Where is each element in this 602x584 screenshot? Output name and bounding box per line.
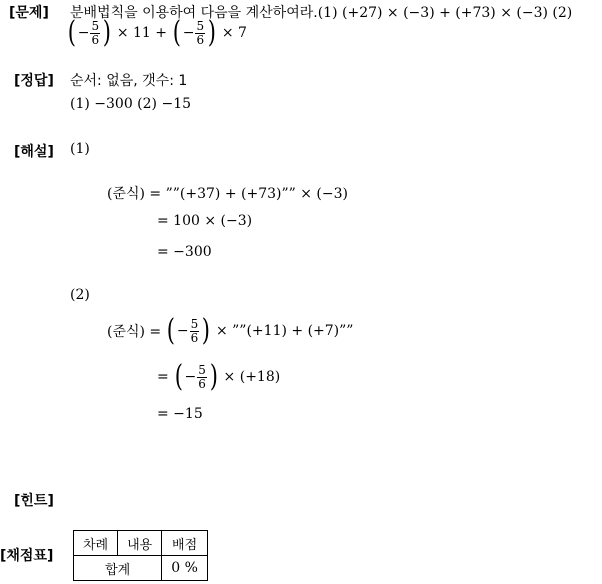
explanation-part-2-line-2 <box>157 359 281 394</box>
score-total-label: 합계 <box>74 556 162 581</box>
explanation-part-1-line-1: (준식) = ””(+37) + (+73)”” × (−3) <box>107 186 348 202</box>
right-paren: ) <box>102 15 112 50</box>
minus-sign: − <box>77 25 90 41</box>
answer-line-2: (1) −300 (2) −15 <box>70 96 192 112</box>
times-seven: × 7 <box>221 25 247 41</box>
fraction <box>90 20 100 47</box>
problem-label: [문제] <box>9 5 49 21</box>
problem-expr-1: (1) (+27) × (−3) + (+73) × (−3) (2) <box>317 5 573 21</box>
score-header-content: 내용 <box>118 531 162 556</box>
fraction-numerator: 5 <box>91 18 100 33</box>
minus-sign: − <box>182 25 195 41</box>
right-paren: ) <box>207 15 217 50</box>
left-paren: ( <box>174 359 183 394</box>
table-row <box>74 556 208 581</box>
problem-line-2 <box>66 15 247 50</box>
explanation-suffix: × ””(+11) + (+7)”” <box>215 323 354 339</box>
explanation-part-1-line-3: = −300 <box>157 244 212 260</box>
minus-sign: − <box>176 323 189 339</box>
explanation-prefix: (준식) = <box>107 324 162 340</box>
score-table <box>73 530 208 581</box>
minus-sign: − <box>184 369 197 385</box>
fraction-denominator: 6 <box>196 32 205 47</box>
fraction-denominator: 6 <box>198 376 206 391</box>
explanation-part-2-label: (2) <box>70 287 90 303</box>
explanation-part-1-label: (1) <box>70 141 90 157</box>
fraction-denominator: 6 <box>91 32 100 47</box>
explanation-part-1-line-2: = 100 × (−3) <box>157 213 253 229</box>
fraction-denominator: 6 <box>190 330 199 345</box>
right-paren: ) <box>202 313 211 348</box>
answer-line-1: 순서: 없음, 갯수: 1 <box>70 73 188 89</box>
right-paren: ) <box>209 359 218 394</box>
left-paren: ( <box>166 313 176 348</box>
score-total-value: 0 % <box>162 556 208 581</box>
answer-label: [정답] <box>14 73 54 89</box>
score-header-points: 배점 <box>162 531 208 556</box>
scoring-label: [채점표] <box>0 548 54 564</box>
table-row <box>74 531 208 556</box>
left-paren: ( <box>67 15 76 50</box>
fraction <box>197 364 207 391</box>
problem-text: 분배법칙을 이용하여 다음을 계산하여라. <box>70 5 318 21</box>
fraction <box>190 318 200 345</box>
fraction-numerator: 5 <box>190 316 199 331</box>
fraction <box>195 20 205 47</box>
left-paren: ( <box>172 15 181 50</box>
fraction-numerator: 5 <box>198 362 206 377</box>
explanation-part-2-line-3: = −15 <box>157 406 203 422</box>
explanation-label: [해설] <box>14 144 54 160</box>
hint-label: [힌트] <box>14 493 54 509</box>
equals-sign: = <box>157 369 169 385</box>
fraction-numerator: 5 <box>196 18 205 33</box>
times-eleven: × 11 + <box>116 25 167 41</box>
score-header-order: 차례 <box>74 531 118 556</box>
explanation-part-2-line-1 <box>107 313 354 348</box>
explanation-suffix: × (+18) <box>223 369 281 385</box>
